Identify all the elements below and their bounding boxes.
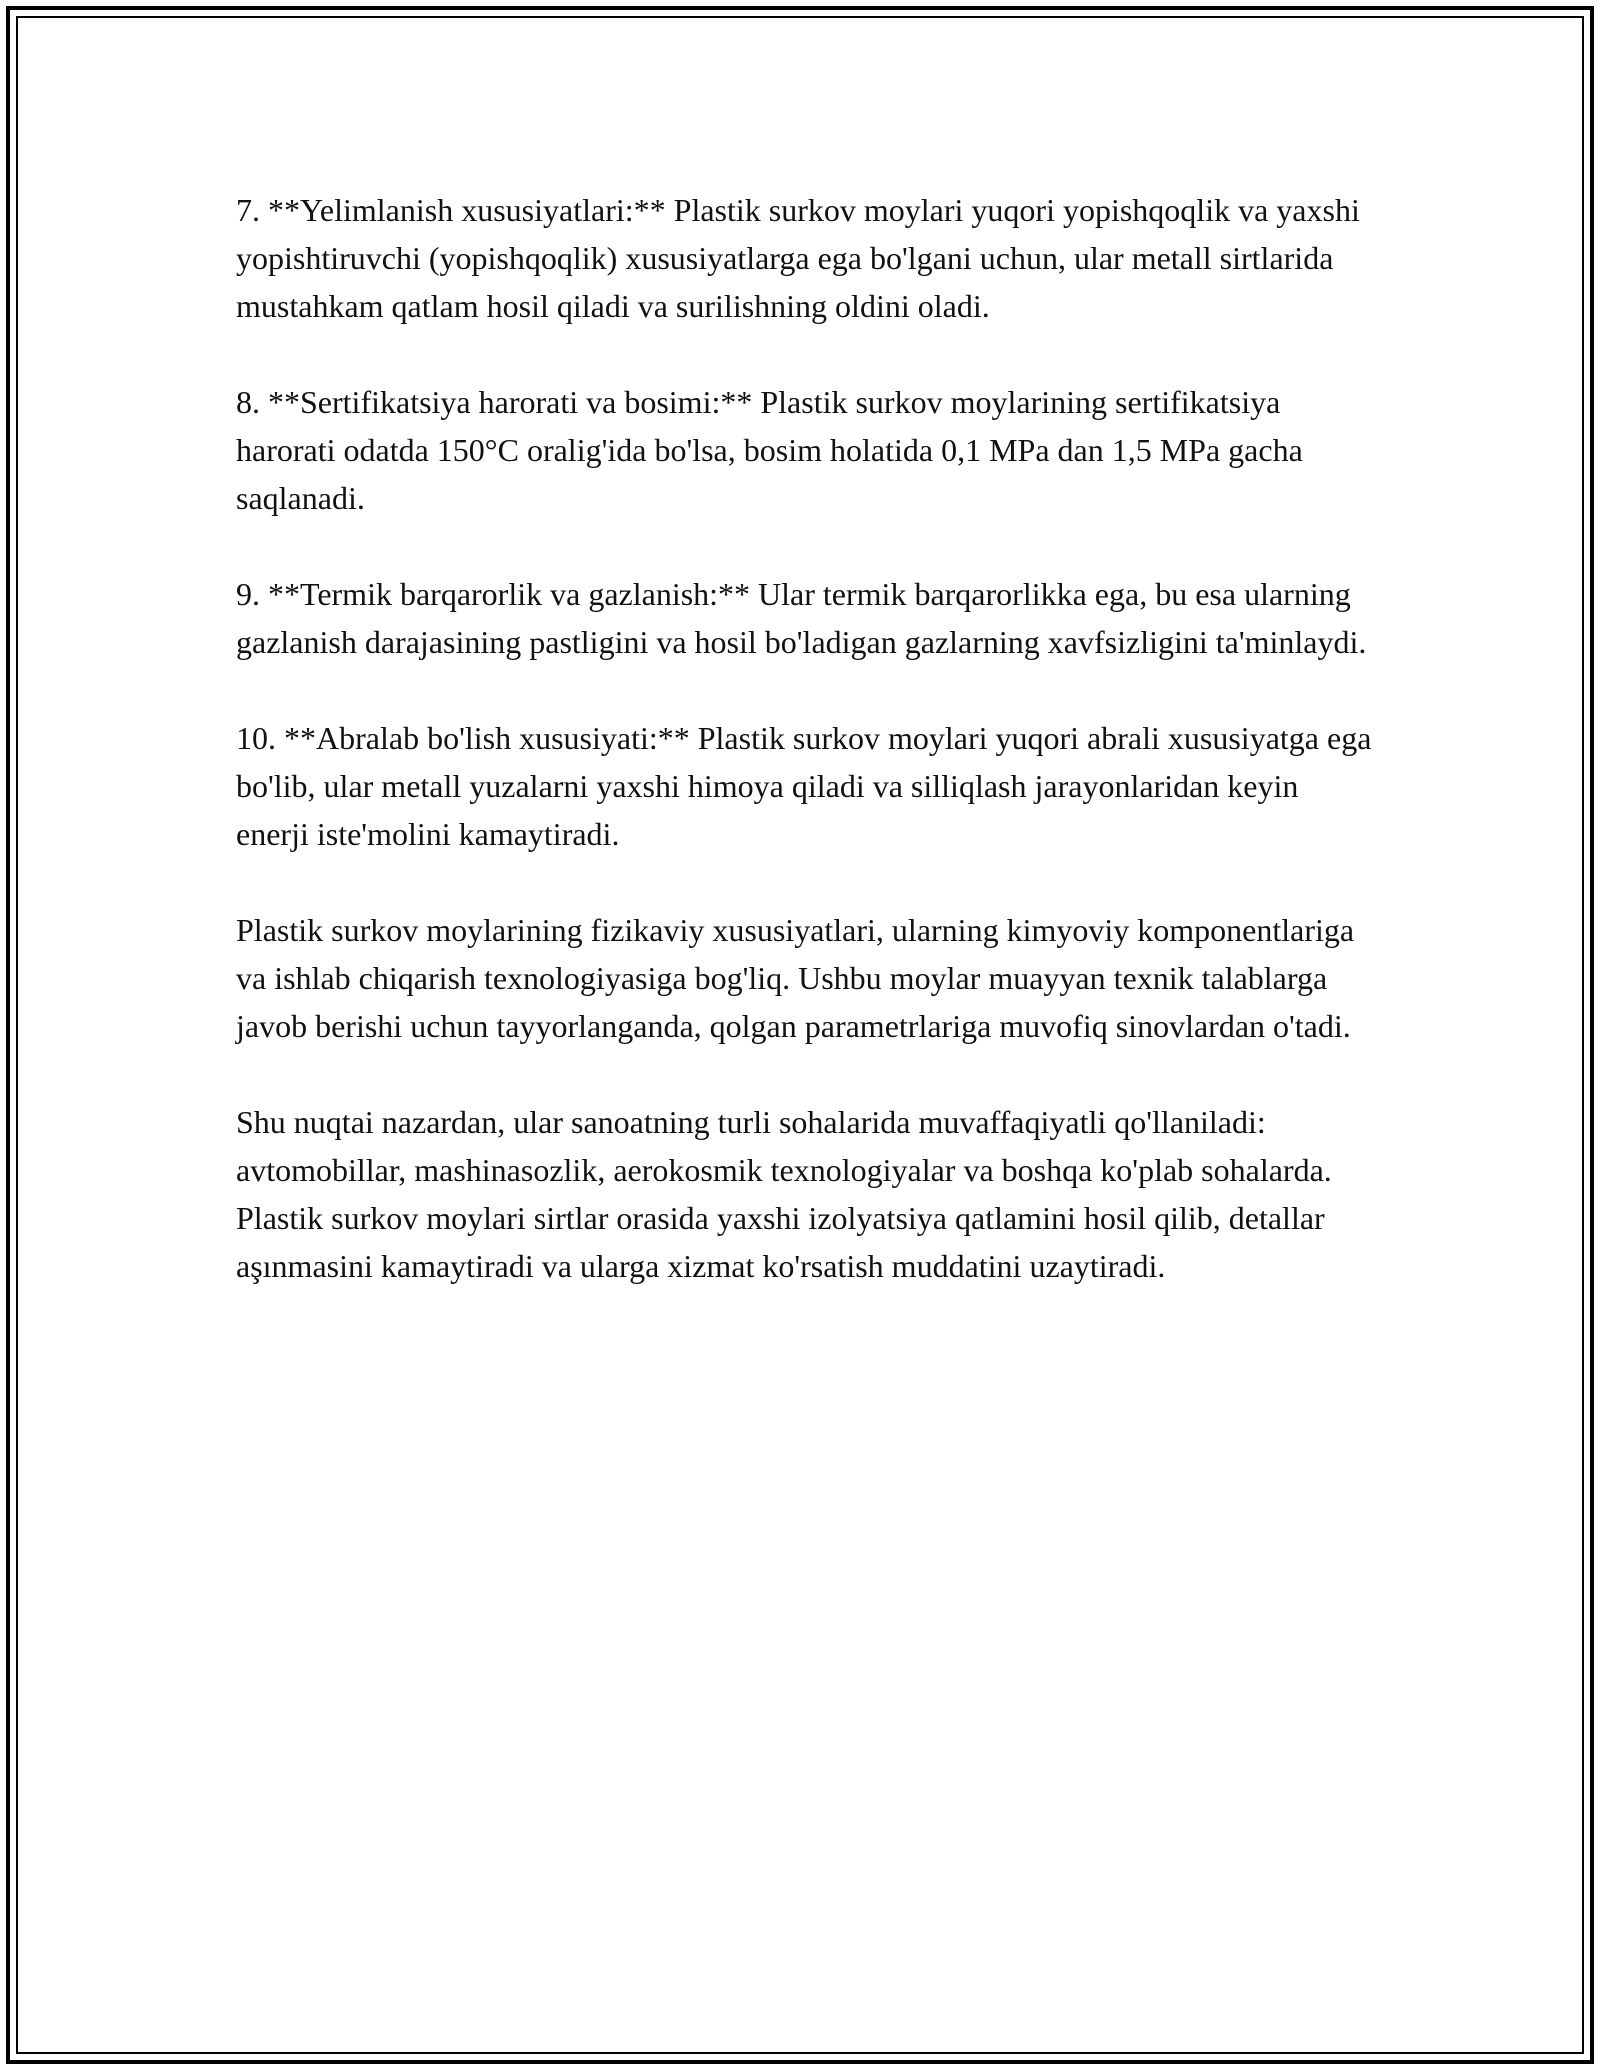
- paragraph-physical-properties: Plastik surkov moylarining fizikaviy xususiyatlari, ularning kimyoviy komponentlariga va ishlab chiqarish texnologiyasiga bog'liq. Ushbu moylar muayyan texnik talablarga javob berishi uchun tayyorlanganda, qolgan parametrlariga muvofiq sinovlardan o'tadi.: [236, 912, 1355, 1044]
- document-body: [236, 186, 1376, 1338]
- paragraph-item-8: 8. **Sertifikatsiya harorati va bosimi:** Plastik surkov moylarining sertifikatsiya harorati odatda 150°C oralig'ida bo'lsa, bosim holatida 0,1 MPa dan 1,5 MPa gacha saqlanadi.: [236, 384, 1303, 516]
- paragraph-item-9: 9. **Termik barqarorlik va gazlanish:** Ular termik barqarorlikka ega, bu esa ularning gazlanish darajasining pastligini va hosil bo'ladigan gazlarning xavfsizligini ta'minlaydi.: [236, 576, 1367, 660]
- paragraph-item-7: 7. **Yelimlanish xususiyatlari:** Plastik surkov moylari yuqori yopishqoqlik va yaxshi yopishtiruvchi (yopishqoqlik) xususiyatlarga ega bo'lgani uchun, ular metall sirtlarida mustahkam qatlam hosil qiladi va surilishning oldini oladi.: [236, 192, 1360, 324]
- paragraph-item-10: 10. **Abralab bo'lish xususiyati:** Plastik surkov moylari yuqori abrali xususiyatga ega bo'lib, ular metall yuzalarni yaxshi himoya qiladi va silliqlash jarayonlaridan keyin enerji iste'molini kamaytiradi.: [236, 720, 1372, 852]
- paragraph-applications: Shu nuqtai nazardan, ular sanoatning turli sohalarida muvaffaqiyatli qo'llaniladi: avtomobillar, mashinasozlik, aerokosmik texnologiyalar va boshqa ko'plab sohalarda. Plastik surkov moylari sirtlar orasida yaxshi izolyatsiya qatlamini hosil qilib, detallar aşınmasini kamaytiradi va ularga xizmat ko'rsatish muddatini uzaytiradi.: [236, 1104, 1332, 1284]
